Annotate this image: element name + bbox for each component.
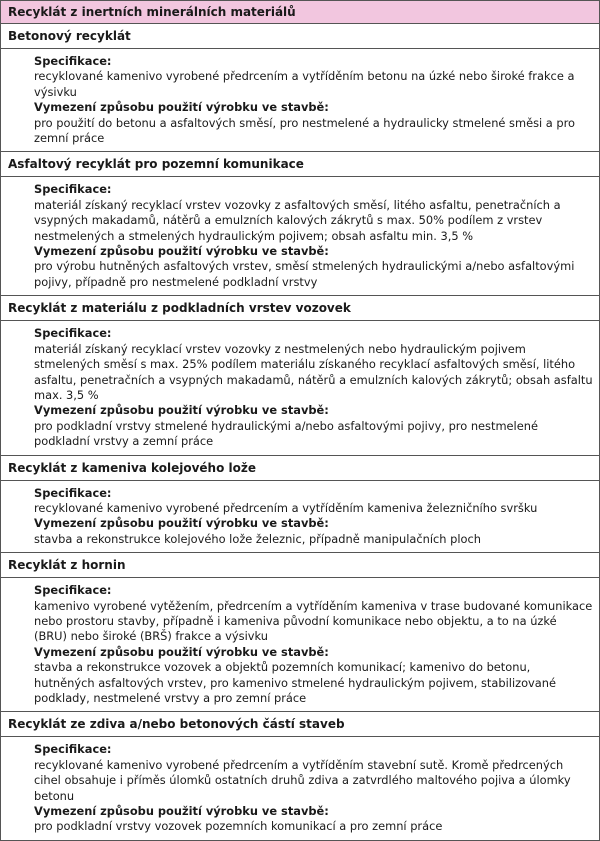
use-text: stavba a rekonstrukce vozovek a objektů pozemních komunikací; kamenivo do betonu, hutněných asfaltových vrstev, pro kamenivo stmelené hydraulickým pojivem, stabilizované podklady, nestmelené vrstvy a pro zemní práce (34, 660, 556, 705)
category-title: Betonový recyklát (1, 24, 599, 49)
spec-label: Specifikace: (34, 326, 112, 341)
category-title: Recyklát z hornin (1, 553, 599, 578)
category-body (1, 177, 599, 296)
spec-label: Specifikace: (34, 742, 112, 757)
category-section (1, 712, 599, 840)
spec-text: recyklované kamenivo vyrobené předrcením a vytříděním stavební sutě. Kromě předrcených cihel obsahuje i příměs úlomků ostatních druhů zdiva a zatvrdlého maltového pojiva a úlomky betonu (34, 757, 571, 803)
category-title: Asfaltový recyklát pro pozemní komunikace (1, 152, 599, 177)
use-label: Vymezení způsobu použití výrobku ve stavbě: (34, 403, 329, 418)
use-label: Vymezení způsobu použití výrobku ve stavbě: (34, 100, 329, 115)
spec-label: Specifikace: (34, 182, 112, 197)
category-section (1, 24, 599, 152)
spec-text: materiál získaný recyklací vrstev vozovky z nestmelených nebo hydraulickým pojivem stmelených směsí s max. 25% podílem materiálu získaného recyklací asfaltových směsí, litého asfaltu, penetračních a vsypných makadamů, nátěrů a emulzních kalových zákrytů; obsah asfaltu max. 3,5 % (34, 341, 593, 402)
use-label: Vymezení způsobu použití výrobku ve stavbě: (34, 516, 329, 531)
spec-text: recyklované kamenivo vyrobené předrcením a vytříděním betonu na úzké nebo široké frakce a výsivku (34, 69, 575, 99)
spec-label: Specifikace: (34, 485, 112, 500)
category-title: Recyklát ze zdiva a/nebo betonových částí staveb (1, 712, 599, 737)
category-body (1, 578, 599, 712)
category-body (1, 481, 599, 554)
use-text: pro výrobu hutněných asfaltových vrstev, směsí stmelených hydraulickými a/nebo asfaltovými pojivy, případně pro nestmelené podkladní vrstvy (34, 259, 575, 289)
category-body (1, 321, 599, 455)
spec-label: Specifikace: (34, 54, 112, 68)
spec-text: materiál získaný recyklací vrstev vozovky z asfaltových směsí, litého asfaltu, penetračních a vsypných makadamů, nátěrů a emulzních kalových zákrytů s max. 50% podílem z vrstev nestmelených a stmelených hydraulickým pojivem; obsah asfaltu min. 3,5 % (34, 197, 561, 243)
use-text: pro použití do betonu a asfaltových směsí, pro nestmelené a hydraulicky stmelené směsi a pro zemní práce (34, 115, 576, 146)
category-section (1, 456, 599, 554)
spec-text: kamenivo vyrobené vytěžením, předrcením a vytříděním kameniva v trase budované komunikace nebo prostoru stavby, případně i kameniva původní komunikace nebo objektu, a to na úzké (BRU) nebo široké (BRŠ) frakce a výsivku (34, 598, 593, 644)
use-text: stavba a rekonstrukce kolejového lože železnic, případně manipulačních ploch (34, 531, 481, 546)
use-label: Vymezení způsobu použití výrobku ve stavbě: (34, 244, 329, 259)
category-section (1, 553, 599, 712)
use-label: Vymezení způsobu použití výrobku ve stavbě: (34, 804, 329, 819)
use-label: Vymezení způsobu použití výrobku ve stavbě: (34, 644, 329, 659)
category-title: Recyklát z kameniva kolejového lože (1, 456, 599, 481)
category-section (1, 152, 599, 296)
use-text: pro podkladní vrstvy vozovek pozemních komunikací a pro zemní práce (34, 819, 443, 834)
spec-text: recyklované kamenivo vyrobené předrcením a vytříděním kameniva železničního svršku (34, 500, 538, 515)
category-body (1, 49, 599, 152)
spec-label: Specifikace: (34, 583, 112, 598)
category-section (1, 296, 599, 455)
use-text: pro podkladní vrstvy stmelené hydraulickými a/nebo asfaltovými pojivy, pro nestmelené podkladní vrstvy a zemní práce (34, 418, 538, 449)
category-body (1, 737, 599, 840)
category-title: Recyklát z materiálu z podkladních vrstev vozovek (1, 296, 599, 321)
table-header: Recyklát z inertních minerálních materiálů (1, 1, 599, 24)
